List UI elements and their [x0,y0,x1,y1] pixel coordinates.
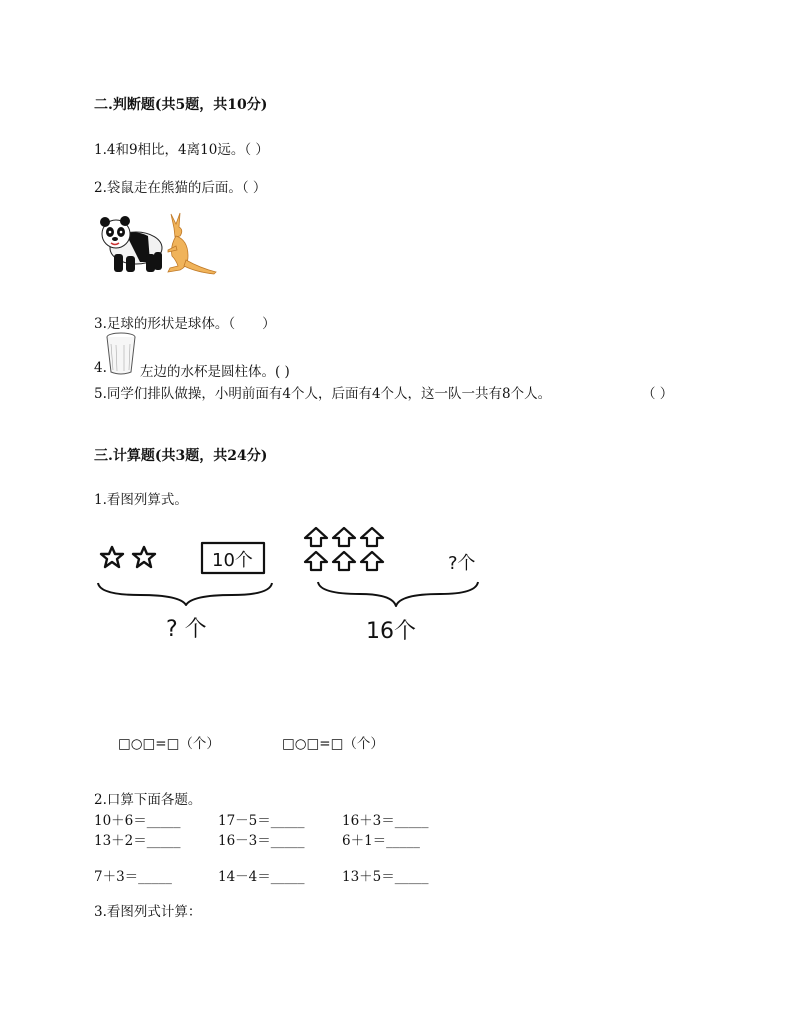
question-3: 3.足球的形状是球体。（ ） [94,316,276,332]
star-icon [133,547,155,567]
arith-item: 13＋5＝_____ [342,869,429,885]
left-brace-label: ? 个 [166,617,207,642]
kangaroo-icon [168,213,216,274]
question-4-text: 左边的水杯是圆柱体。( ) [140,364,290,380]
curly-brace [98,583,272,605]
calc-question-2: 2.口算下面各题。 [94,792,202,808]
equation-right: □○□=□（个） [282,736,384,752]
calc-question-1: 1.看图列算式。 [94,492,188,508]
arith-item: 6＋1＝_____ [342,833,420,849]
question-5-paren: （ ） [642,386,674,402]
up-arrow-icon [333,528,355,546]
right-question-label: ?个 [448,553,476,574]
up-arrow-icon [305,552,327,570]
question-2: 2.袋鼠走在熊猫的后面。（ ） [94,180,267,196]
box-label: 10个 [212,550,253,571]
question-1: 1.4和9相比，4离10远。（ ） [94,142,269,158]
arith-item: 17－5＝_____ [218,813,305,829]
question-4-number: 4. [94,360,107,376]
panda-icon [100,216,162,272]
calc-question-3: 3.看图列式计算： [94,904,202,920]
arith-item: 16＋3＝_____ [342,813,429,829]
star-icon [101,547,123,567]
arith-item: 16－3＝_____ [218,833,305,849]
section3-heading: 三.计算题(共3题，共24分) [94,448,268,464]
question-5: 5.同学们排队做操，小明前面有4个人，后面有4个人，这一队一共有8个人。 [94,386,552,402]
right-brace-label: 16个 [366,619,416,644]
panda-kangaroo-image [96,210,220,276]
water-cup-icon [104,332,138,376]
curly-brace [318,582,478,606]
arith-item: 14－4＝_____ [218,869,305,885]
arith-item: 13＋2＝_____ [94,833,181,849]
up-arrow-icon [333,552,355,570]
arith-item: 10＋6＝_____ [94,813,181,829]
up-arrow-icon [361,528,383,546]
section2-heading: 二.判断题(共5题，共10分) [94,97,268,113]
arith-item: 7＋3＝_____ [94,869,172,885]
up-arrow-icon [361,552,383,570]
up-arrow-icon [305,528,327,546]
equation-left: □○□=□（个） [118,736,220,752]
